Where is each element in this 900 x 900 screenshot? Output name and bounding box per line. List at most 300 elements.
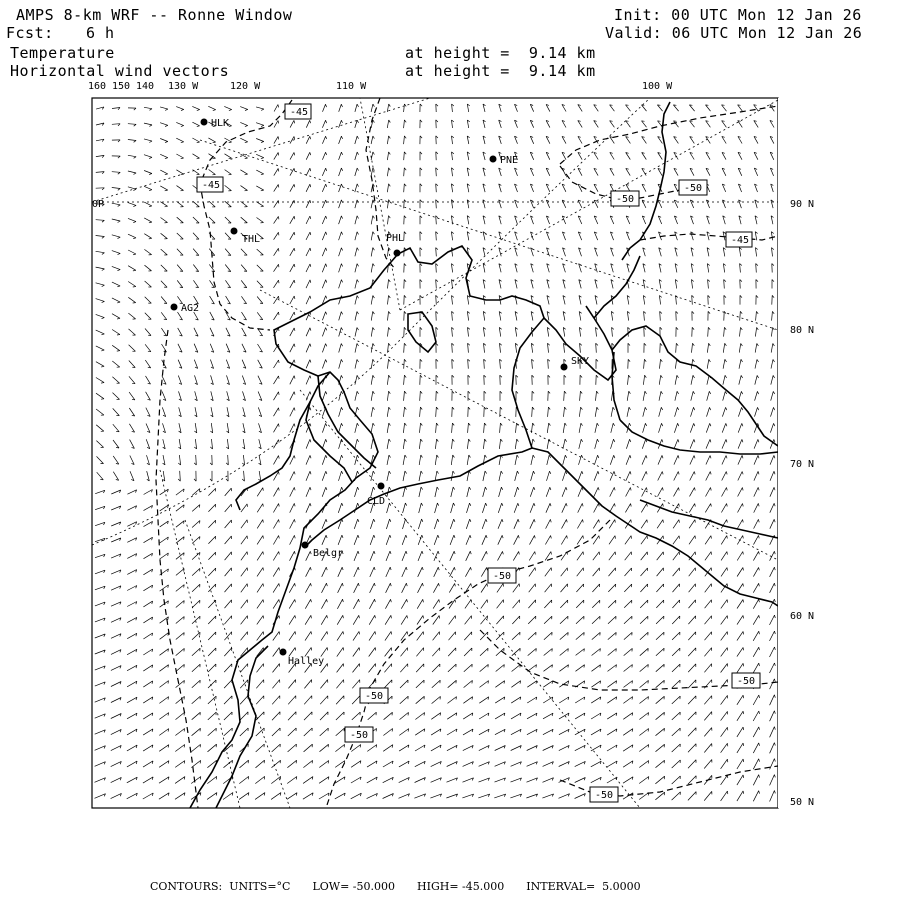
wind-vector bbox=[564, 407, 565, 417]
wind-vector-head bbox=[341, 312, 342, 315]
wind-vector bbox=[770, 105, 775, 112]
wind-vector bbox=[643, 407, 645, 416]
wind-vector bbox=[658, 455, 662, 464]
wind-vector bbox=[192, 632, 200, 640]
wind-vector bbox=[272, 696, 280, 705]
wind-vector bbox=[626, 471, 630, 480]
wind-vector bbox=[771, 327, 772, 336]
wind-vector bbox=[274, 152, 278, 159]
wind-vector bbox=[127, 633, 137, 638]
wind-vector-head bbox=[244, 287, 247, 288]
wind-vector bbox=[704, 648, 711, 657]
wind-vector-head bbox=[248, 776, 249, 779]
wind-vector bbox=[386, 535, 390, 545]
wind-vector-head bbox=[743, 727, 744, 730]
wind-vector-head bbox=[727, 488, 728, 491]
wind-vector bbox=[339, 152, 342, 160]
wind-vector bbox=[145, 313, 151, 320]
wind-vector bbox=[640, 632, 648, 639]
wind-vector bbox=[225, 280, 230, 287]
wind-vector bbox=[737, 775, 743, 785]
wind-vector bbox=[192, 138, 199, 142]
svg-text:-45: -45 bbox=[202, 180, 221, 191]
wind-vector bbox=[627, 407, 629, 417]
wind-vector bbox=[494, 794, 505, 798]
forecast-hour: 6 h bbox=[86, 24, 115, 42]
wind-vector-head bbox=[373, 327, 375, 330]
wind-vector-head bbox=[453, 439, 455, 441]
wind-vector bbox=[95, 666, 105, 670]
wind-vector bbox=[351, 745, 360, 752]
wind-vector bbox=[95, 506, 105, 509]
wind-vector-head bbox=[279, 456, 280, 459]
wind-vector bbox=[371, 264, 373, 273]
wind-vector-head bbox=[278, 152, 279, 155]
wind-vector-head bbox=[533, 471, 534, 474]
wind-vector bbox=[449, 583, 454, 592]
wind-vector bbox=[511, 729, 521, 734]
wind-vector-head bbox=[404, 391, 406, 393]
wind-vector bbox=[689, 105, 694, 111]
wind-vector bbox=[559, 794, 570, 799]
wind-vector bbox=[466, 535, 470, 545]
wind-vector bbox=[656, 696, 665, 703]
wind-vector bbox=[371, 152, 373, 160]
wind-vector-head bbox=[774, 679, 775, 682]
wind-vector bbox=[418, 567, 423, 577]
wind-vector bbox=[112, 282, 120, 286]
wind-vector-head bbox=[263, 520, 264, 523]
wind-vector-head bbox=[373, 136, 375, 139]
wind-vector bbox=[95, 778, 106, 783]
wind-vector bbox=[610, 216, 614, 224]
wind-vector-head bbox=[389, 152, 391, 155]
wind-vector-head bbox=[133, 222, 136, 223]
wind-vector-head bbox=[774, 583, 775, 586]
wind-vector bbox=[240, 664, 247, 673]
wind-vector bbox=[387, 503, 390, 513]
wind-vector bbox=[111, 538, 121, 542]
wind-vector bbox=[704, 664, 711, 673]
wind-vector bbox=[339, 407, 342, 416]
wind-vector bbox=[274, 424, 279, 433]
wind-vector bbox=[112, 377, 119, 383]
wind-vector bbox=[452, 423, 453, 433]
wind-vector-head bbox=[550, 503, 551, 506]
wind-vector-head bbox=[756, 311, 758, 313]
wind-vector-head bbox=[279, 392, 280, 395]
wind-vector bbox=[482, 503, 485, 513]
wind-vector bbox=[322, 312, 325, 321]
wind-vector bbox=[594, 232, 597, 240]
wind-vector bbox=[642, 439, 645, 448]
wind-vector bbox=[355, 136, 357, 144]
wind-vector bbox=[227, 439, 228, 449]
wind-vector bbox=[673, 568, 680, 576]
wind-vector-head bbox=[679, 504, 680, 507]
wind-vector-head bbox=[501, 471, 503, 474]
wind-vector-head bbox=[326, 360, 327, 363]
wind-vector-head bbox=[213, 158, 216, 159]
wind-vector bbox=[159, 745, 169, 752]
wind-vector-head bbox=[310, 503, 311, 506]
wind-vector-head bbox=[118, 253, 121, 254]
wind-vector bbox=[580, 343, 581, 352]
wind-vector bbox=[624, 648, 633, 655]
wind-vector bbox=[528, 616, 536, 624]
wind-vector bbox=[388, 327, 389, 336]
wind-vector bbox=[672, 776, 681, 784]
wind-vector bbox=[129, 392, 135, 400]
wind-vector-head bbox=[102, 220, 104, 222]
wind-vector bbox=[256, 186, 263, 190]
wind-vector-head bbox=[341, 248, 342, 251]
wind-vector bbox=[578, 168, 582, 175]
lat-label-60: 60 N bbox=[790, 611, 815, 622]
lat-label-50: 50 N bbox=[790, 797, 815, 808]
wind-vector bbox=[387, 471, 389, 481]
wind-vector bbox=[383, 794, 394, 799]
wind-vector-head bbox=[343, 615, 344, 618]
wind-vector-head bbox=[615, 504, 616, 507]
wind-vector bbox=[463, 778, 474, 782]
wind-vector-head bbox=[741, 327, 743, 329]
wind-vector bbox=[127, 697, 137, 703]
wind-vector-head bbox=[405, 423, 407, 426]
wind-vector bbox=[258, 344, 263, 352]
wind-vector bbox=[403, 439, 404, 449]
wind-vector bbox=[112, 314, 120, 319]
contour-low: LOW= -50.000 bbox=[312, 880, 396, 893]
wind-vector bbox=[258, 376, 262, 385]
wind-vector bbox=[737, 759, 743, 769]
contour-labels bbox=[197, 104, 760, 802]
wind-vector bbox=[467, 487, 469, 497]
wind-vector-head bbox=[725, 391, 726, 394]
wind-vector bbox=[385, 648, 392, 657]
wind-vector-head bbox=[278, 136, 279, 139]
wind-vector bbox=[404, 120, 405, 128]
wind-vector-head bbox=[294, 456, 295, 459]
wind-vector bbox=[579, 327, 580, 336]
wind-vector bbox=[176, 617, 184, 624]
wind-vector bbox=[322, 168, 325, 176]
wind-vector-head bbox=[341, 120, 342, 123]
wind-vector-head bbox=[645, 423, 646, 426]
wind-vector bbox=[352, 680, 359, 689]
wind-vector bbox=[127, 665, 137, 670]
wind-vector-head bbox=[357, 423, 358, 426]
wind-vector-head bbox=[759, 599, 760, 602]
wind-vector-head bbox=[759, 759, 760, 762]
wind-vector bbox=[706, 121, 711, 128]
wind-vector-head bbox=[245, 142, 248, 143]
wind-vector bbox=[546, 487, 550, 497]
wind-vector bbox=[127, 729, 137, 735]
wind-vector bbox=[111, 777, 122, 782]
wind-vector bbox=[562, 200, 566, 208]
wind-vector bbox=[371, 423, 373, 433]
wind-vector-head bbox=[486, 519, 487, 522]
wind-vector bbox=[706, 456, 710, 465]
wind-vector bbox=[722, 168, 726, 176]
wind-vector bbox=[403, 471, 405, 481]
wind-vector bbox=[575, 729, 585, 735]
wind-vector bbox=[483, 439, 484, 449]
wind-vector-head bbox=[470, 519, 471, 522]
valid-time: Valid: 06 UTC Mon 12 Jan 26 bbox=[605, 24, 863, 42]
wind-vector-head bbox=[373, 423, 375, 426]
wind-vector bbox=[674, 168, 678, 175]
wind-vector-head bbox=[725, 359, 727, 362]
wind-vector bbox=[322, 328, 325, 337]
wind-vector bbox=[144, 505, 153, 510]
wind-vector-head bbox=[184, 521, 185, 524]
wind-vector bbox=[576, 600, 584, 608]
wind-vector bbox=[144, 171, 152, 174]
wind-vector-head bbox=[470, 503, 471, 506]
wind-vector-head bbox=[485, 439, 487, 441]
wind-vector-head bbox=[470, 551, 471, 554]
wind-vector bbox=[499, 487, 502, 497]
wind-vector bbox=[754, 535, 759, 544]
wind-vector bbox=[306, 248, 310, 256]
wind-vector-head bbox=[374, 583, 375, 586]
wind-vector bbox=[753, 663, 759, 673]
wind-vector bbox=[515, 487, 518, 497]
wind-vector-head bbox=[694, 472, 695, 475]
wind-vector bbox=[257, 600, 263, 609]
wind-vector-head bbox=[726, 423, 727, 426]
wind-vector bbox=[753, 791, 758, 802]
wind-vector bbox=[336, 728, 345, 736]
station-ag2 bbox=[171, 303, 200, 314]
wind-vector bbox=[143, 617, 152, 623]
wind-vector-head bbox=[389, 439, 391, 442]
wind-vector bbox=[690, 200, 693, 208]
wind-vector-head bbox=[294, 519, 295, 522]
wind-vector bbox=[368, 712, 377, 720]
wind-vector bbox=[225, 536, 232, 544]
wind-vector bbox=[322, 248, 325, 256]
wind-vector-head bbox=[532, 407, 534, 409]
wind-vector-head bbox=[517, 439, 519, 442]
wind-vector-head bbox=[502, 503, 503, 506]
wind-vector-head bbox=[279, 408, 280, 411]
wind-vector-head bbox=[216, 776, 217, 779]
wind-vector bbox=[722, 105, 727, 111]
wind-vector bbox=[176, 648, 185, 655]
temperature-contours bbox=[156, 98, 778, 808]
wind-vector-head bbox=[774, 711, 775, 714]
wind-vector bbox=[755, 343, 757, 352]
wind-vector bbox=[339, 120, 342, 128]
wind-vector bbox=[303, 793, 313, 799]
wind-vector bbox=[579, 423, 581, 433]
wind-vector bbox=[355, 296, 357, 305]
wind-vector bbox=[705, 536, 711, 545]
wind-vector-head bbox=[597, 423, 599, 426]
wind-vector bbox=[692, 343, 693, 352]
wind-vector bbox=[127, 586, 137, 591]
wind-vector bbox=[448, 664, 456, 672]
wind-vector-head bbox=[469, 455, 471, 458]
wind-vector bbox=[371, 216, 373, 225]
wind-vector bbox=[640, 600, 648, 608]
wind-vector bbox=[176, 601, 184, 608]
wind-vector bbox=[306, 376, 310, 385]
wind-vector bbox=[145, 281, 152, 287]
wind-vector bbox=[607, 681, 616, 688]
wind-vector bbox=[432, 648, 439, 656]
wind-vector bbox=[691, 359, 692, 368]
wind-vector bbox=[388, 311, 389, 320]
wind-vector bbox=[322, 152, 325, 160]
wind-vector bbox=[562, 105, 566, 112]
wind-vector bbox=[526, 794, 537, 798]
wind-vector bbox=[481, 600, 487, 609]
wind-vector-head bbox=[342, 455, 343, 458]
lon-label-140: 140 bbox=[136, 81, 155, 92]
wind-vector bbox=[515, 439, 516, 449]
wind-vector-head bbox=[294, 248, 295, 251]
wind-vector bbox=[451, 487, 453, 497]
wind-vector-head bbox=[326, 567, 327, 570]
wind-vector-head bbox=[149, 125, 152, 127]
wind-vector bbox=[706, 472, 711, 481]
wind-vector bbox=[274, 168, 278, 175]
wind-vector bbox=[640, 664, 649, 671]
wind-vector bbox=[321, 631, 327, 640]
wind-vector bbox=[143, 569, 152, 575]
wind-vector bbox=[355, 264, 357, 273]
wind-vector bbox=[290, 376, 294, 385]
wind-vector-head bbox=[453, 471, 455, 474]
wind-vector-head bbox=[758, 439, 759, 442]
wind-vector-head bbox=[743, 743, 744, 746]
wind-vector bbox=[290, 456, 294, 465]
wind-vector-head bbox=[743, 711, 744, 714]
wind-vector bbox=[404, 200, 405, 209]
wind-vector-head bbox=[711, 504, 712, 507]
wind-vector bbox=[274, 184, 279, 191]
wind-vector bbox=[452, 311, 453, 320]
wind-vector-head bbox=[326, 248, 327, 251]
wind-vector bbox=[242, 376, 245, 385]
wind-vector-head bbox=[118, 172, 120, 174]
wind-vector-head bbox=[279, 504, 280, 507]
wind-vector bbox=[112, 124, 120, 125]
wind-vector-head bbox=[600, 649, 601, 652]
wind-vector bbox=[355, 248, 357, 257]
wind-vector bbox=[306, 216, 310, 224]
wind-vector bbox=[722, 407, 725, 416]
wind-vector bbox=[624, 665, 633, 672]
wind-vector bbox=[129, 408, 134, 416]
wind-vector-head bbox=[695, 488, 696, 491]
wind-vector bbox=[770, 121, 774, 128]
wind-vector-head bbox=[263, 584, 264, 587]
wind-vector-head bbox=[757, 327, 759, 329]
wind-vector-head bbox=[373, 359, 375, 362]
wind-vector bbox=[511, 681, 520, 688]
wind-vector bbox=[563, 455, 566, 465]
wind-vector bbox=[354, 551, 358, 561]
wind-vector-head bbox=[343, 631, 344, 634]
wind-vector bbox=[770, 727, 775, 738]
wind-vector bbox=[176, 585, 184, 592]
wind-vector-head bbox=[389, 423, 391, 426]
wind-vector-head bbox=[389, 455, 391, 458]
wind-vector bbox=[143, 649, 152, 655]
wind-vector bbox=[319, 761, 328, 768]
wind-vector bbox=[306, 360, 310, 369]
lon-label-120: 120 W bbox=[230, 81, 261, 92]
wind-vector-head bbox=[295, 551, 296, 554]
wind-vector bbox=[336, 680, 343, 689]
wind-vector-head bbox=[663, 520, 664, 523]
wind-vector bbox=[371, 168, 373, 176]
wind-vector bbox=[770, 647, 775, 657]
wind-vector-head bbox=[724, 327, 726, 329]
wind-vector bbox=[240, 712, 248, 720]
wind-vector bbox=[754, 503, 759, 512]
wind-vector bbox=[452, 152, 453, 160]
wind-vector bbox=[177, 265, 183, 272]
wind-vector bbox=[367, 793, 378, 798]
wind-vector bbox=[176, 664, 185, 671]
wind-vector-head bbox=[420, 391, 422, 393]
wind-vector-head bbox=[294, 200, 295, 203]
wind-vector bbox=[225, 600, 232, 608]
wind-vector bbox=[192, 712, 201, 719]
wind-vector bbox=[626, 439, 629, 448]
wind-vector bbox=[559, 729, 569, 734]
wind-vector bbox=[224, 138, 231, 142]
wind-vector bbox=[212, 439, 213, 449]
svg-text:-45: -45 bbox=[290, 107, 309, 118]
wind-vector bbox=[306, 487, 310, 496]
station-thl bbox=[231, 228, 261, 246]
wind-vector-head bbox=[101, 350, 104, 351]
wind-vector-head bbox=[436, 407, 438, 409]
wind-vector bbox=[404, 375, 405, 385]
wind-vector bbox=[337, 599, 342, 609]
wind-vector bbox=[160, 505, 169, 511]
wind-vector-head bbox=[534, 487, 535, 490]
wind-vector bbox=[241, 504, 247, 512]
wind-vector bbox=[417, 616, 423, 625]
wind-vector bbox=[404, 136, 405, 144]
wind-vector-head bbox=[742, 423, 743, 426]
wind-vector bbox=[240, 122, 247, 125]
wind-vector-head bbox=[501, 487, 502, 490]
wind-vector bbox=[674, 153, 678, 160]
wind-vector-head bbox=[454, 535, 455, 538]
wind-vector-head bbox=[582, 471, 583, 474]
wind-vector-head bbox=[583, 536, 584, 539]
wind-vector bbox=[160, 537, 169, 543]
wind-vector bbox=[436, 168, 437, 176]
lat-label-80: 80 N bbox=[790, 325, 815, 336]
wind-vector bbox=[737, 552, 743, 561]
wind-vector-head bbox=[470, 535, 471, 538]
wind-vector bbox=[770, 583, 775, 593]
wind-vector bbox=[737, 711, 743, 721]
wind-vector bbox=[436, 200, 437, 209]
wind-vector-head bbox=[133, 287, 136, 288]
wind-vector-head bbox=[326, 232, 327, 235]
